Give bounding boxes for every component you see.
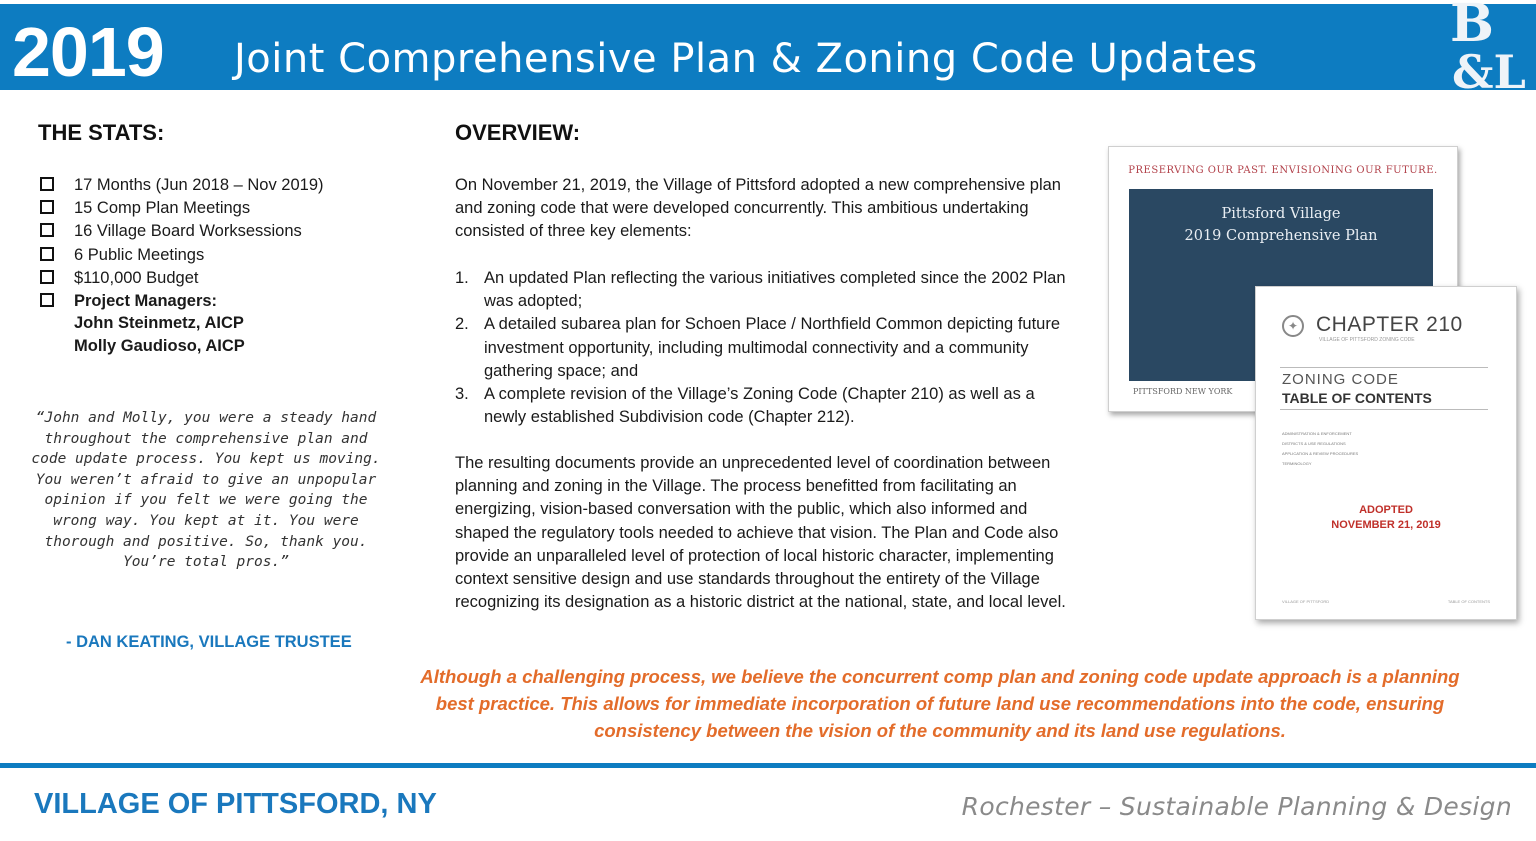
manager-name: Molly Gaudioso, AICP [74,337,245,355]
stats-item [38,290,324,313]
overview-heading: OVERVIEW: [455,120,581,145]
list-number: 2. [455,315,469,334]
stats-item [38,197,324,220]
page-title: Joint Comprehensive Plan & Zoning Code Updates [234,36,1258,82]
stats-item-text: 17 Months (Jun 2018 – Nov 2019) [74,176,324,194]
stats-item-text: Project Managers: [74,292,218,311]
quote-attribution: - DAN KEATING, VILLAGE TRUSTEE [66,633,352,651]
stats-item-text: $110,000 Budget [74,268,199,287]
stats-heading: THE STATS: [38,120,165,145]
logo-letter-b: B [1450,0,1494,54]
village-seal-icon: ✦ [1282,315,1304,337]
checkbox-icon [40,177,54,191]
overview-closing: The resulting documents provide an unprecedented level of coordination between planning and zoning in the Village. The process benefitted from facilitating an energizing, vision-based conversation with the public, which also informed and shaped the regulatory tools needed to achieve that vision. The Plan and Code also provide an unparalleled level of protection of local historic character, implementing context sensitive design and use standards throughout the entirety of the Village recognizing its designation as a historic district at the national, state, and local level. [455,454,1066,612]
chapter-title: CHAPTER 210 [1316,313,1463,336]
testimonial-quote: “John and Molly, you were a steady hand throughout the comprehensive plan and code update process. You kept us moving. You weren’t afraid to give an unpopular opinion if you felt we were going the wrong way. You kept at it. You were thorough and positive. So, thank you. You’re total pros.” [31,410,381,571]
chapter-subtitle: VILLAGE OF PITTSFORD ZONING CODE [1319,337,1415,343]
checkbox-icon [40,200,54,214]
list-number: 1. [455,269,469,287]
overview-list-item [455,383,1080,429]
logo-letters-l: &L [1452,45,1526,99]
checkbox-icon [40,247,54,261]
adopted-label: ADOPTED [1359,504,1413,516]
callout-statement: Although a challenging process, we believe the concurrent comp plan and zoning code update approach is a planning best practice. This allows for immediate incorporation of future land use recommendations into the code, ensuring consistency between the vision of the community and its land use regulations. [420,666,1460,741]
project-managers [74,312,245,358]
footer-tagline: Rochester – Sustainable Planning & Design [961,792,1512,821]
manager-name: John Steinmetz, AICP [74,314,244,332]
doc-footer-left: VILLAGE OF PITTSFORD [1282,599,1330,604]
year-title: 2019 [12,13,164,91]
stats-item-text: 6 Public Meetings [74,245,205,264]
list-number: 3. [455,385,469,404]
zoning-code-label: ZONING CODE [1282,371,1399,388]
doc-footer-right: TABLE OF CONTENTS [1447,599,1490,604]
zoning-code-cover-image [1255,286,1517,620]
plan-tagline: PRESERVING OUR PAST. ENVISIONING OUR FUTURE. [1128,165,1438,176]
stats-item [38,267,324,290]
checkbox-icon [40,293,54,307]
stats-item [38,244,324,267]
adopted-stamp [1256,503,1516,533]
stats-item [38,220,324,243]
plan-title-line: 2019 Comprehensive Plan [1184,228,1378,244]
plan-footer-logo: PITTSFORD NEW YORK [1133,387,1233,396]
overview-intro: On November 21, 2019, the Village of Pittsford adopted a new comprehensive plan and zoning code that were developed concurrently. This ambitious undertaking consisted of three key elements: [455,176,1061,241]
divider [1280,367,1488,368]
adopted-date: NOVEMBER 21, 2019 [1331,519,1441,531]
plan-title-line: Pittsford Village [1221,206,1341,222]
bl-logo [1444,0,1536,104]
header-banner [0,4,1536,90]
stats-item-text: 15 Comp Plan Meetings [74,199,251,218]
list-text: A detailed subarea plan for Schoen Place / Northfield Common depicting future investment opportunity, including multimodal connectivity and a community gathering space; and [484,315,1061,380]
checkbox-icon [40,223,54,237]
toc-line: TERMINOLOGY [1282,461,1312,466]
footer-village-name: VILLAGE OF PITTSFORD, NY [34,788,437,820]
toc-line: ADMINISTRATION & ENFORCEMENT [1282,431,1352,436]
checkbox-icon [40,270,54,284]
stats-item-text: 16 Village Board Worksessions [74,222,302,241]
stats-list [38,174,324,313]
divider [1280,409,1488,410]
footer-rule [0,763,1536,768]
toc-label: TABLE OF CONTENTS [1282,390,1432,406]
stats-item [38,174,324,197]
list-text: A complete revision of the Village’s Zoning Code (Chapter 210) as well as a newly established Subdivision code (Chapter 212). [484,385,1035,427]
toc-line: APPLICATION & REVIEW PROCEDURES [1282,451,1359,456]
overview-list-item [455,267,1080,313]
overview-list-item [455,313,1080,383]
overview-list [455,267,1080,429]
list-text: An updated Plan reflecting the various initiatives completed since the 2002 Plan was adopted; [484,269,1066,311]
toc-line: DISTRICTS & USE REGULATIONS [1282,441,1346,446]
